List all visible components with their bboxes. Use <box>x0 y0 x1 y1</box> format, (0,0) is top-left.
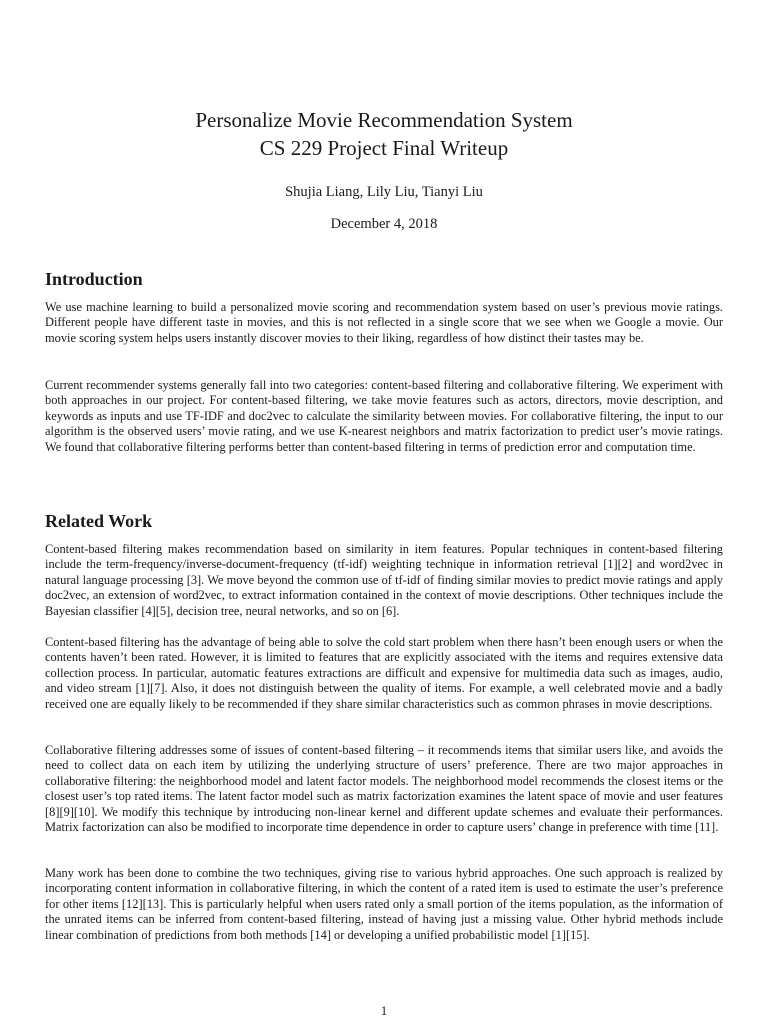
author-list: Shujia Liang, Lily Liu, Tianyi Liu <box>285 184 483 200</box>
section-heading-introduction: Introduction <box>45 269 143 289</box>
paper-title: Personalize Movie Recommendation System <box>195 108 573 132</box>
paper-subtitle: CS 229 Project Final Writeup <box>259 136 509 160</box>
paper-page <box>45 0 723 1024</box>
related-work-paragraph: Many work has been done to combine the two techniques, giving rise to various hybrid approaches. One such approach is realized by incorporating content information in collaborative filtering, in which the content of a rated item is used to estimate the user’s preference for other items [12][13]. This is particularly helpful when users rated only a small portion of the items population, as the information of the unrated items can be inferred from content-based filtering, instead of having just a missing value. Other hybrid methods include linear combination of predictions from both methods [14] or developing a unified probabilistic model [1][15]. <box>45 866 723 942</box>
intro-paragraph: We use machine learning to build a personalized movie scoring and recommendation system based on user’s previous movie ratings. Different people have different taste in movies, and this is not reflected in a single score that we see when we Google a movie. Our movie scoring system helps users instantly discover movies to their liking, regardless of how distinct their tastes may be. <box>45 300 723 345</box>
related-work-paragraph: Collaborative filtering addresses some of issues of content-based filtering – it recommends items that similar users like, and avoids the need to collect data on each item by utilizing the underlying structure of users’ preference. There are two major approaches in collaborative filtering: the neighborhood model and latent factor models. The neighborhood model recommends the closest items or the closest user’s top rated items. The latent factor model such as matrix factorization examines the latent space of movie and user features [8][9][10]. We modify this technique by introducing non-linear kernel and different update schemes and evaluate their performances. Matrix factorization can also be modified to incorporate time dependence in order to capture users’ change in preference with time [11]. <box>45 743 723 835</box>
related-work-paragraph: Content-based filtering has the advantage of being able to solve the cold start problem when there hasn’t been enough users or when the contents haven’t been rated. However, it is limited to features that are explicitly associated with the items and requires extensive data collection process. In particular, automatic features extractions are difficult and expensive for multimedia data such as images, audio, and video stream [1][7]. Also, it does not distinguish between the quality of items. For example, a well celebrated movie and a badly received one are equally likely to be recommended if they share similar characteristics such as common phrases in movie descriptions. <box>45 635 723 711</box>
page-number: 1 <box>380 1004 388 1018</box>
related-work-paragraph: Content-based filtering makes recommendation based on similarity in item features. Popular techniques in content-based filtering include the term-frequency/inverse-document-frequency (tf-idf) weighting technique in information retrieval [1][2] and word2vec in natural language processing [3]. We move beyond the common use of tf-idf of finding similar movies to predict movie ratings and apply doc2vec, an extension of word2vec, to extract information contained in the context of movie descriptions. Other techniques include the Bayesian classifier [4][5], decision tree, neural networks, and so on [6]. <box>45 542 723 618</box>
intro-paragraph: Current recommender systems generally fall into two categories: content-based filtering and collaborative filtering. We experiment with both approaches in our project. For content-based filtering, we take movie features such as actors, directors, movie description, and keywords as inputs and use TF-IDF and doc2vec to calculate the similarity between movies. For collaborative filtering, the input to our algorithm is the observed users’ movie rating, and we use K-nearest neighbors and matrix factorization to predict user’s movie ratings. We found that collaborative filtering performs better than content-based filtering in terms of prediction error and computation time. <box>45 378 723 454</box>
title-block <box>45 106 723 162</box>
section-heading-related-work: Related Work <box>45 511 153 531</box>
paper-date: December 4, 2018 <box>330 216 438 232</box>
